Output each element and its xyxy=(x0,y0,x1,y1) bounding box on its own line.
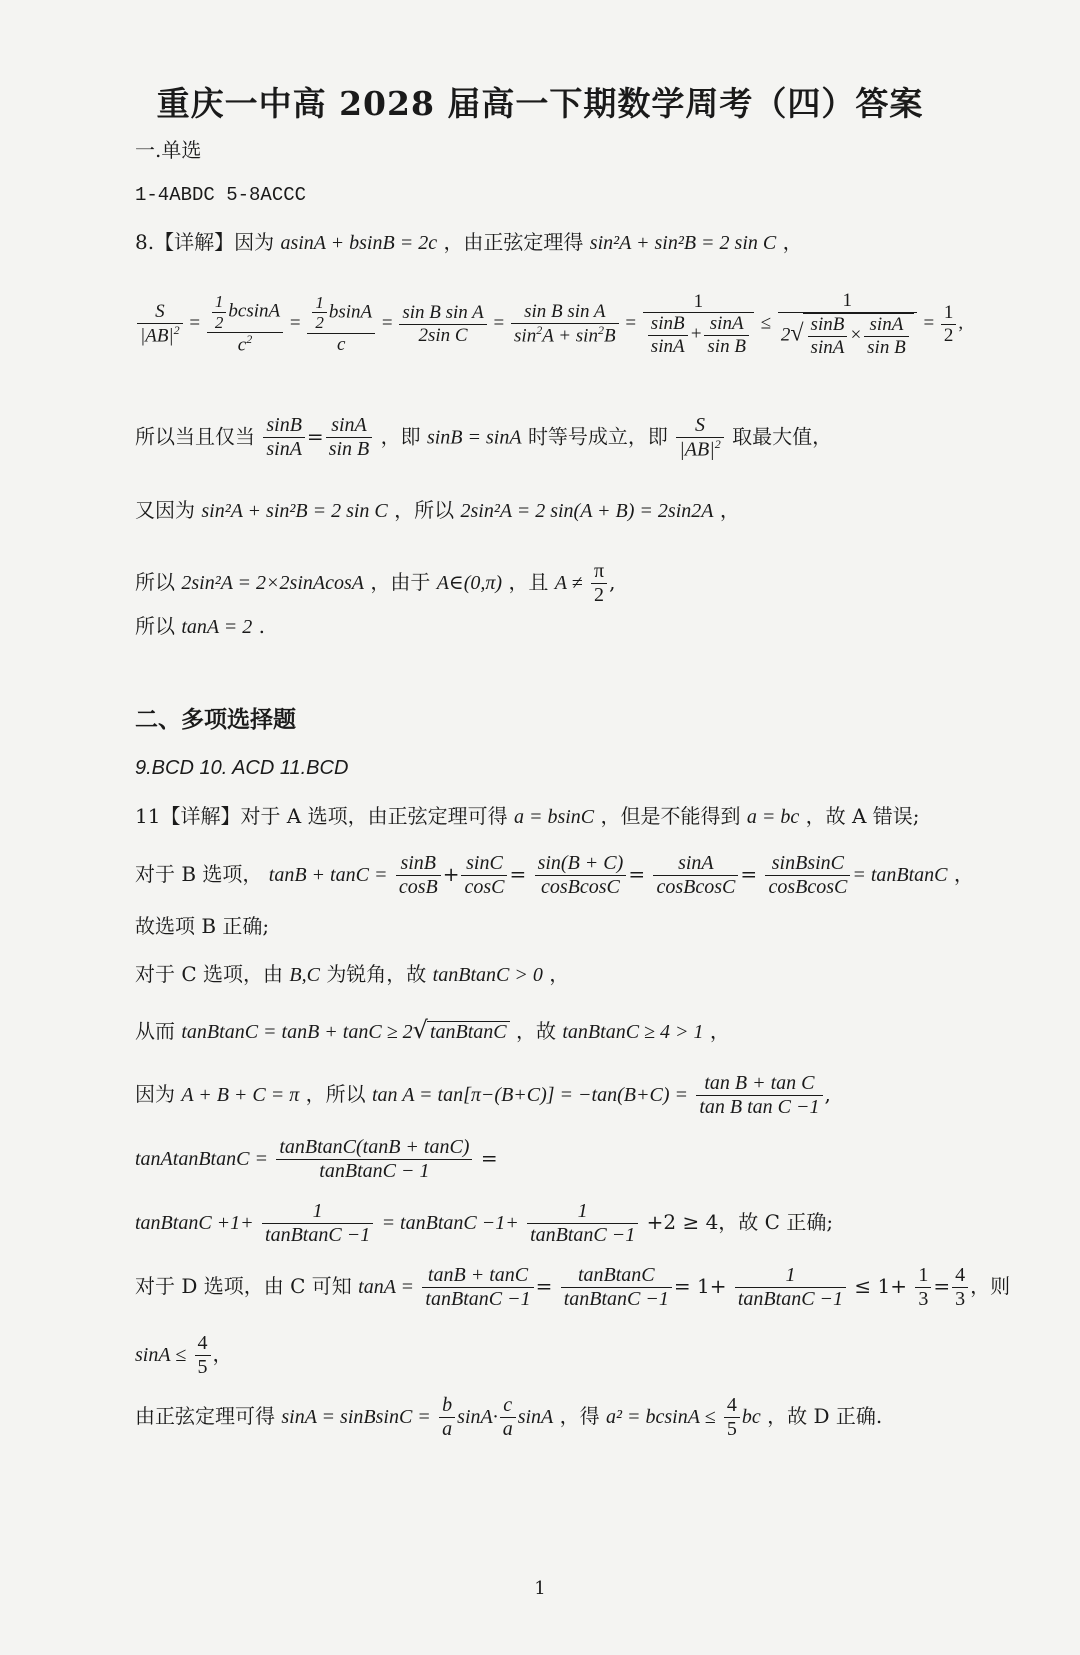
q8-line-3: 所以当且仅当 $\frac{\sin B}{\sin A}$ = $\frac{\sin A}{\text{sin B}}$ ，即 sinB = sinA 时等号成立，即 $\frac{S}{|AB|^2}$ 取最大值， xyxy=(135,414,833,461)
q11-line-8: tanBtanC +1+ $\frac{1}{\text{tanBtanC −1}}$ = tanBtanC −1+ $\frac{1}{\text{tanBtanC −1}}$ +2 ≥ 4，故 C 正确; xyxy=(135,1200,834,1246)
q8-ratio-chain: $\frac{S}{|AB|^2}$ = $\frac{1}{2}$ bcsinA $c^2$ = $\frac{1}{2}$ bsinA c = $\frac{\text{sin B sin A}}{\text{2sin C}}$ = $\frac{\text{sin B sin A}}{\sin^2A + \sin^2B}$ = 1 $\frac{\sin B}{\sin A}$ + $\frac{\sin A}{\text{sin B}}$ ≤ 1 2√ $\frac{\sin B}{\sin A}$ × $\frac{\sin A}{\text{sin B}}$ = $\frac{1}{2}$ , xyxy=(135,290,963,359)
q8-condition: asinA + bsinB = 2c xyxy=(280,232,438,254)
q11-line-4: 对于 C 选项，由 B,C 为锐角，故 tanBtanC > 0 ， xyxy=(135,962,570,986)
q8-line-4: 又因为 sin²A + sin²B = 2 sin C ，所以 2sin²A = 2 sin(A + B) = 2sin2A ， xyxy=(135,498,740,522)
section2-heading: 二、多项选择题 xyxy=(135,706,296,733)
q11-line-3: 故选项 B 正确; xyxy=(135,914,270,938)
q11-line-1: 11【详解】对于 A 选项，由正弦定理可得 a = bsinC ，但是不能得到 a = bc ，故 A 错误; xyxy=(135,804,920,828)
q11-line-7: tanAtanBtanC = $\frac{\text{tanBtanC(tanB + tanC)}}{\text{tanBtanC − 1}}$ = xyxy=(135,1136,498,1182)
q11-line-9: 对于 D 选项，由 C 可知 tanA = $\frac{\tan B + \tan C}{\text{tanBtanC −1}}$ = $\frac{\text{tanBtanC}}{\text{tanBtanC −1}}$ = 1+ $\frac{1}{\text{tanBtanC −1}}$ ≤ 1+ $\frac{1}{3}$ = $\frac{4}{3}$ ，则 xyxy=(135,1264,1011,1310)
q11-line-5: 从而 tanBtanC = tanB + tanC ≥ 2√ tanBtanC ，故 tanBtanC ≥ 4 > 1 ， xyxy=(135,1016,730,1044)
q11-line-10: sinA ≤ $\frac{4}{5}$ ， xyxy=(135,1332,233,1378)
q8-label: 8.【详解】因为 xyxy=(135,230,275,254)
q8-result: sin²A + sin²B = 2 sin C xyxy=(589,232,777,254)
q8-by-sine-rule: ，由正弦定理得 xyxy=(443,230,584,254)
q11-line-2: 对于 B 选项， tanB + tanC = $\frac{\sin B}{\cos B}$ + $\frac{\sin C}{\cos C}$ = $\frac{\sin(B + C)}{\text{cosBcosC}}$ = $\frac{\sin A}{\text{cosBcosC}}$ = $\frac{\text{sinBsinC}}{\text{cosBcosC}}$ = tanBtanC ， xyxy=(135,852,974,898)
q8-line-1: 8.【详解】因为 asinA + bsinB = 2c ，由正弦定理得 sin²A + sin²B = 2 sin C ， xyxy=(135,230,803,254)
q8-line-5: 所以 2sin²A = 2×2sinAcosA ，由于 A∈(0,π) ，且 A ≠ $\frac{\pi}{2}$ , xyxy=(135,560,616,606)
q8-line-6: 所以 tanA = 2 . xyxy=(135,614,265,638)
page-title: 重庆一中高 2028 届高一下期数学周考（四）答案 xyxy=(156,84,924,123)
q11-line-6: 因为 A + B + C = π ，所以 tan A = tan[π−(B+C)] = −tan(B+C) = $\frac{\text{tan B + tan C}}{\text{tan B tan C −1}}$ , xyxy=(135,1072,831,1118)
page-number: 1 xyxy=(534,1578,546,1599)
section1-heading: 一.单选 xyxy=(135,138,202,162)
q11-line-11: 由正弦定理可得 sinA = sinBsinC = $\frac{b}{a}$ sinA· $\frac{c}{a}$ sinA ，得 a² = bcsinA ≤ $\frac{4}{5}$ bc ，故 D 正确. xyxy=(135,1394,883,1440)
section2-answers: 9.BCD 10. ACD 11.BCD xyxy=(135,757,349,779)
section1-answers: 1-4ABDC 5-8ACCC xyxy=(135,184,307,206)
